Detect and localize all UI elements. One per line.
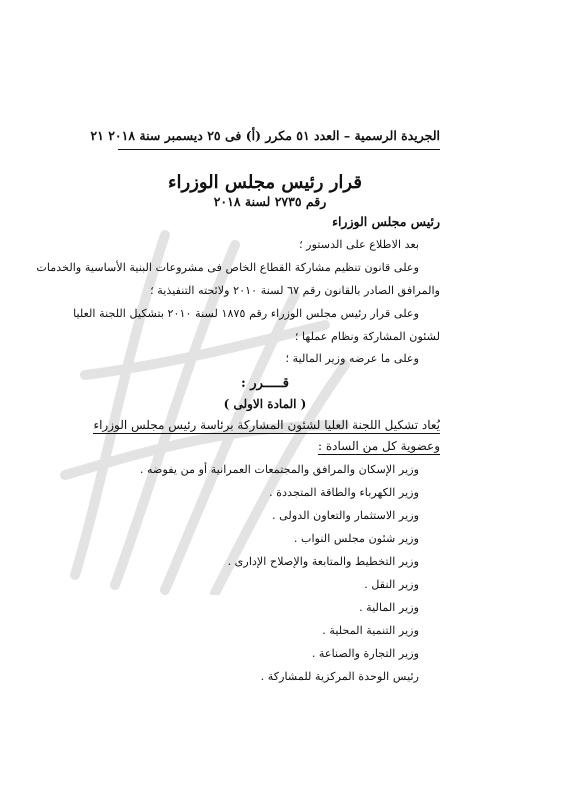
header-divider	[118, 149, 440, 150]
committee-member: وزير التجارة والصناعة .	[311, 647, 419, 660]
committee-member: وزير الإسكان والمرافق والمجتمعات العمرانية أو من يفوضه .	[139, 463, 419, 476]
article-body-line	[318, 439, 440, 453]
committee-member: وزير الكهرباء والطاقة المتجددة .	[269, 486, 419, 499]
committee-member: رئيس الوحدة المركزية للمشاركة .	[260, 670, 419, 683]
article-body-text: وعضوية كل من السادة :	[318, 439, 440, 453]
decree-number: رقم ٢٧٣٥ لسنة ٢٠١٨	[213, 194, 327, 209]
article-heading: ( المادة الاولى )	[223, 397, 307, 411]
preamble-line: وعلى قرار رئيس مجلس الوزراء رقم ١٨٧٥ لسنة ٢٠١٠ بتشكيل اللجنة العليا	[73, 307, 419, 320]
committee-member: وزير الاستثمار والتعاون الدولى .	[271, 509, 419, 522]
committee-member: وزير شئون مجلس النواب .	[293, 532, 419, 545]
preamble-line: والمرافق الصادر بالقانون رقم ٦٧ لسنة ٢٠١٠ ولائحته التنفيذية ؛	[150, 284, 440, 297]
committee-member: وزير التنمية المحلية .	[322, 624, 419, 637]
preamble-line: وعلى ما عرضه وزير المالية ؛	[285, 352, 419, 365]
issuer-heading: رئيس مجلس الوزراء	[332, 214, 440, 229]
committee-member: وزير المالية .	[359, 601, 419, 614]
committee-member: وزير التخطيط والمتابعة والإصلاح الإدارى .	[227, 555, 419, 568]
gazette-header: الجريدة الرسمية – العدد ٥١ مكرر (أ) فى ٢٥ ديسمبر سنة ٢٠١٨ ٢١	[90, 128, 440, 143]
article-body-line	[93, 418, 440, 432]
resolve-heading: قـــــرر :	[240, 376, 290, 391]
committee-member: وزير النقل .	[364, 578, 419, 591]
decree-title: قرار رئيس مجلس الوزراء	[168, 172, 362, 193]
preamble-line: وعلى قانون تنظيم مشاركة القطاع الخاص فى مشروعات البنية الأساسية والخدمات	[36, 261, 419, 274]
preamble-line: لشئون المشاركة ونظام عملها ؛	[294, 330, 440, 343]
preamble-line: بعد الاطلاع على الدستور ؛	[299, 238, 419, 251]
article-body-text: يُعاد تشكيل اللجنة العليا لشئون المشاركة برئاسة رئيس مجلس الوزراء	[93, 418, 440, 432]
